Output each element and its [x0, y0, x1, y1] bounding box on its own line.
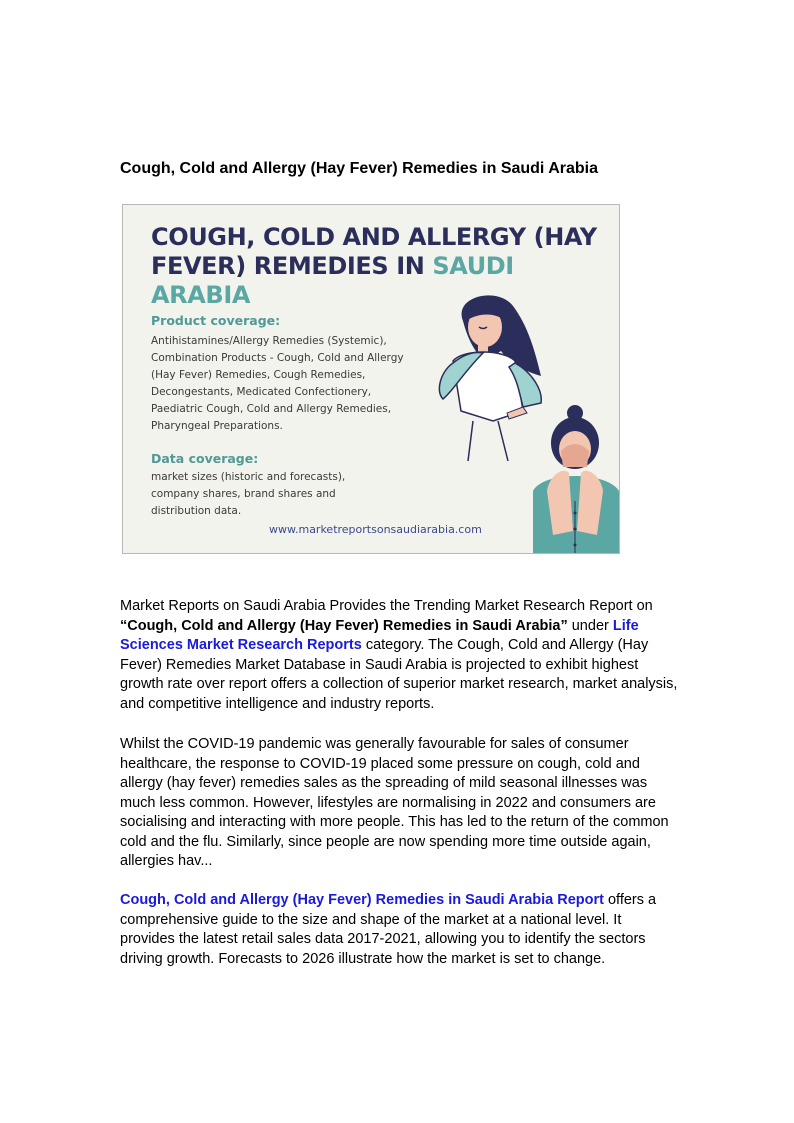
intro-text: Market Reports on Saudi Arabia Provides the Trending Market Research Report on: [120, 598, 653, 614]
data-coverage-heading: Data coverage:: [151, 451, 259, 466]
report-paragraph: [120, 891, 680, 969]
product-line: Decongestants, Medicated Confectionery,: [151, 386, 372, 398]
data-line: distribution data.: [151, 505, 242, 517]
banner-title-accent: SAUDI ARABIA: [151, 252, 514, 309]
intro-paragraph: [120, 597, 680, 714]
data-line: company shares, brand shares and: [151, 488, 336, 500]
intro-text-under: under: [567, 617, 613, 634]
report-text: offers a comprehensive guide to the size and shape of the market at a national level. It provides the latest retail sales data 2017-2021, allowing you to identify the sectors driving growth. Forecasts to 2026 illustrate how the market is set to change.: [120, 892, 657, 967]
data-line: market sizes (historic and forecasts),: [151, 471, 346, 483]
banner-url: www.marketreportsonsaudiarabia.com: [269, 523, 482, 536]
product-line: Antihistamines/Allergy Remedies (Systemic),: [151, 335, 387, 347]
product-line: Pharyngeal Preparations.: [151, 420, 283, 432]
report-banner-image: [122, 204, 620, 554]
intro-text-rest: category. The Cough, Cold and Allergy (Hay Fever) Remedies Market Database in Saudi Arabia is projected to exhibit highest growth rate over report offers a collection of superior market research, market analysis, and competitive intelligence and industry reports.: [120, 637, 678, 712]
report-name-quote: “Cough, Cold and Allergy (Hay Fever) Remedies in Saudi Arabia”: [120, 617, 568, 634]
life-sciences-link[interactable]: Life Sciences Market Research Reports: [120, 617, 639, 653]
covid-paragraph: Whilst the COVID-19 pandemic was generally favourable for sales of consumer healthcare, the response to COVID-19 placed some pressure on cough, cold and allergy (hay fever) remedies sales as the spreading of mild seasonal illnesses was much less common. However, lifestyles are normalising in 2022 and consumers are socialising and interacting with more people. This has led to the return of the common cold and the flu. Similarly, since people are now spending more time outside again, allergies hav...: [120, 736, 669, 869]
data-coverage-list: [151, 469, 431, 520]
product-line: (Hay Fever) Remedies, Cough Remedies,: [151, 369, 366, 381]
sick-women-illustration: [423, 291, 620, 553]
product-line: Combination Products - Cough, Cold and Allergy: [151, 352, 404, 364]
banner-title-main: COUGH, COLD AND ALLERGY (HAY FEVER) REMEDIES IN: [151, 223, 597, 280]
report-link[interactable]: Cough, Cold and Allergy (Hay Fever) Remedies in Saudi Arabia Report: [120, 892, 604, 908]
product-line: Paediatric Cough, Cold and Allergy Remedies,: [151, 403, 392, 415]
page-title: Cough, Cold and Allergy (Hay Fever) Remedies in Saudi Arabia: [120, 160, 599, 177]
product-coverage-list: [151, 333, 431, 435]
product-coverage-heading: Product coverage:: [151, 313, 281, 328]
